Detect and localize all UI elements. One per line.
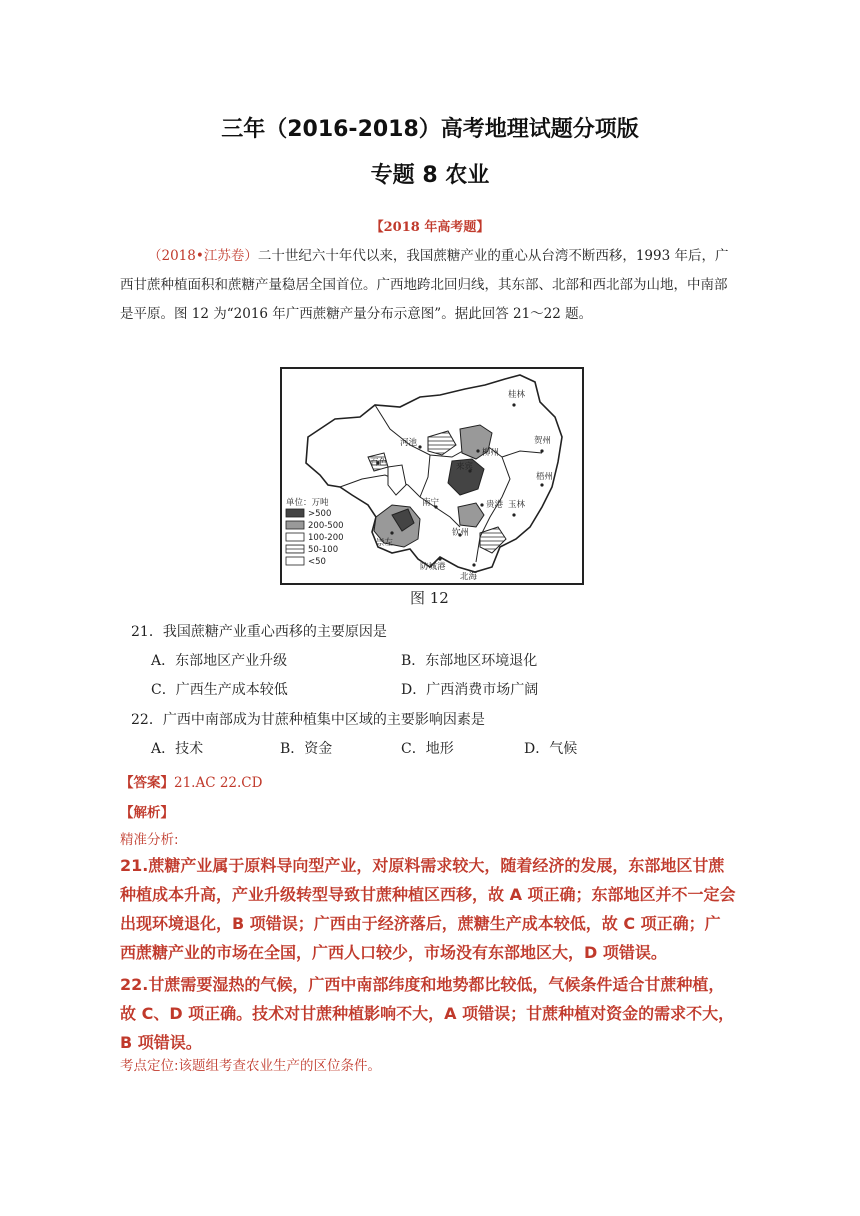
map-caption: 图 12 (410, 589, 449, 607)
map-city-label: 贺州 (534, 436, 552, 446)
answer-line (120, 771, 262, 791)
map-city-label: 梧州 (536, 472, 554, 482)
legend-item: 50-100 (308, 545, 339, 555)
map-city-label: 玉林 (508, 500, 526, 510)
kaodian-note: 考点定位:该题组考查农业生产的区位条件。 (120, 1058, 382, 1074)
map-city-label: 南宁 (422, 498, 440, 508)
question-21-option-c: C．广西生产成本较低 (151, 682, 288, 698)
map-city-label: 百色 (370, 458, 388, 468)
document-subtitle: 专题 8 农业 (370, 163, 490, 188)
answer-label: 【答案】 (120, 775, 174, 791)
question-22-stem: 22．广西中南部成为甘蔗种植集中区域的主要影响因素是 (131, 712, 485, 728)
question-21-option-a: A．东部地区产业升级 (151, 653, 288, 669)
map-city-label: 北海 (460, 572, 478, 582)
document-title: 三年（2016-2018）高考地理试题分项版 (221, 117, 639, 142)
map-city-label: 钦州 (452, 528, 470, 538)
legend-item: <50 (308, 557, 326, 567)
intro-paragraph (120, 242, 734, 329)
analysis-q21: 21.蔗糖产业属于原料导向型产业，对原料需求较大，随着经济的发展，东部地区甘蔗种植成本升高，产业升级转型导致甘蔗种植区西移，故 A 项正确；东部地区并不一定会出现环境退化，B 项错误；广西由于经济落后，蔗糖生产成本较低，故 C 项正确；广西蔗糖产业的市场在全国，广西人口较少，市场没有东部地区大，D 项错误。 (120, 856, 736, 962)
question-22-option-c: C．地形 (401, 741, 454, 757)
guangxi-sugar-map (280, 367, 584, 607)
question-22-option-a: A．技术 (151, 741, 204, 757)
analysis-label: 【解析】 (120, 805, 174, 821)
legend-item: 100-200 (308, 533, 344, 543)
legend-item: 200-500 (308, 521, 344, 531)
analysis-q22: 22.甘蔗需要湿热的气候，广西中南部纬度和地势都比较低，气候条件适合甘蔗种植，故 C、D 项正确。技术对甘蔗种植影响不大，A 项错误；甘蔗种植对资金的需求不大，B 项错误。 (120, 975, 735, 1052)
map-city-label: 桂林 (508, 390, 526, 400)
question-21-option-d: D．广西消费市场广阔 (401, 682, 539, 698)
intro-source: （2018•江苏卷） (148, 248, 258, 264)
answer-value: 21.AC 22.CD (174, 775, 263, 791)
precise-analysis-label: 精准分析: (120, 832, 179, 848)
map-city-label: 来宾 (456, 462, 474, 472)
intro-text: 二十世纪六十年代以来，我国蔗糖产业的重心从台湾不断西移，1993 年后，广西甘蔗种植面积和蔗糖产量稳居全国首位。广西地跨北回归线，其东部、北部和西北部为山地，中南部是平原。图 12 为“2016 年广西蔗糖产量分布示意图”。据此回答 21～22 题。 (120, 248, 729, 322)
map-city-label: 崇左 (376, 538, 394, 548)
question-21-stem: 21．我国蔗糖产业重心西移的主要原因是 (131, 624, 387, 640)
legend-title: 单位：万吨 (286, 498, 329, 508)
question-21-option-b: B．东部地区环境退化 (401, 653, 538, 669)
section-label: 【2018 年高考题】 (370, 220, 490, 235)
question-22-option-d: D．气候 (524, 741, 578, 757)
legend-item: >500 (308, 509, 332, 519)
map-city-label: 河池 (400, 438, 418, 448)
map-city-label: 柳州 (482, 448, 500, 458)
question-22-option-b: B．资金 (280, 741, 333, 757)
map-city-label: 防城港 (420, 562, 446, 572)
map-city-label: 贵港 (486, 500, 504, 510)
